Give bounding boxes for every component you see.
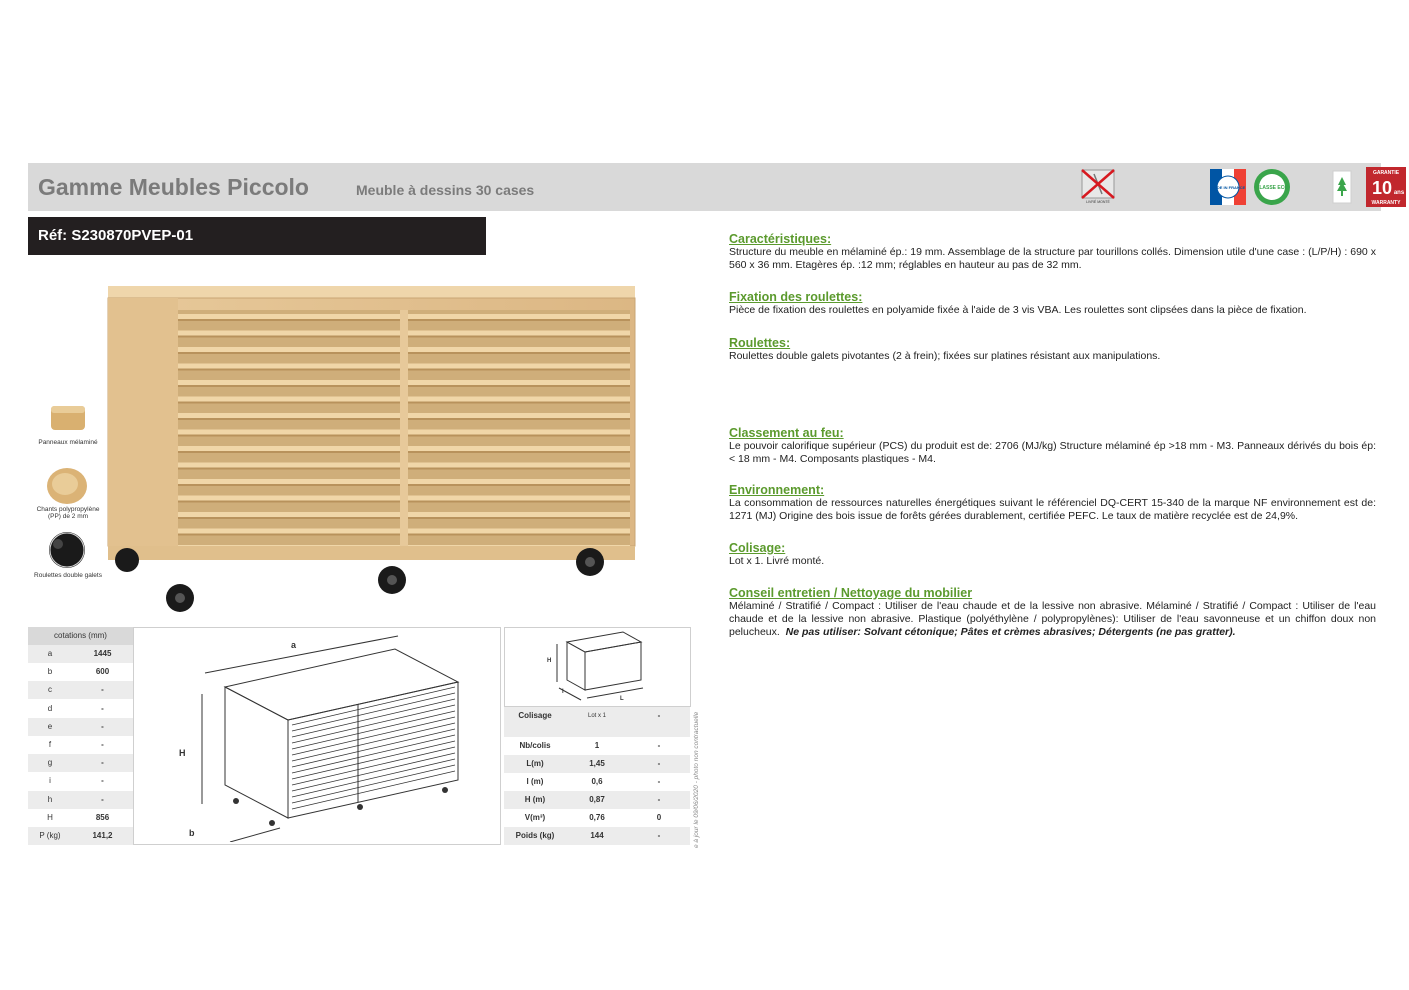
drawing-shelf-line bbox=[292, 771, 455, 809]
made-in-france-text: MADE IN FRANCE bbox=[1210, 185, 1246, 190]
drawer-shelf bbox=[178, 364, 400, 369]
drawer-shelf bbox=[408, 463, 630, 468]
drawer-shelf bbox=[178, 380, 400, 385]
cotations-row bbox=[28, 772, 133, 790]
swatch-label-roulettes: Roulettes double galets bbox=[34, 572, 102, 579]
cotation-value: - bbox=[101, 703, 104, 713]
drawer-shelf-shadow bbox=[408, 352, 630, 354]
drawer-shelf-shadow bbox=[408, 402, 630, 404]
melamine-swatch bbox=[47, 400, 89, 436]
colisage-key: L(m) bbox=[526, 759, 544, 768]
drawer-shelf bbox=[178, 496, 400, 501]
cotations-row bbox=[28, 681, 133, 699]
drawer-shelf bbox=[408, 529, 630, 534]
reference-bar bbox=[28, 217, 486, 255]
drawer-shelf bbox=[408, 397, 630, 402]
drawer-shelf-shadow bbox=[178, 336, 400, 338]
cotations-row bbox=[28, 754, 133, 772]
drawer-shelf bbox=[408, 479, 630, 484]
colisage-key: H (m) bbox=[524, 795, 546, 804]
colisage-extra: - bbox=[657, 831, 661, 840]
drawer-shelf-shadow bbox=[408, 418, 630, 420]
section-text: La consommation de ressources naturelles énergétiques suivant le référenciel DQ-CERT 15-340 de la marque NF environnement est de: 1271 (MJ) Origine des bois issue de forêts gérées durablement, certifiée PEFC. Le taux de matière recyclée est de 24,9%. bbox=[729, 497, 1376, 522]
colisage-key: Nb/colis bbox=[519, 741, 551, 750]
drawer-shelf-shadow bbox=[178, 385, 400, 387]
section-text: Le pouvoir calorifique supérieur (PCS) du produit est de: 2706 (MJ/kg) Structure mélaminé ép >18 mm - M3. Panneaux dérivés du bois ép:< 18 mm - M4. Composants plastiques - M4. bbox=[729, 440, 1376, 465]
box-L-label: L bbox=[620, 696, 624, 702]
drawer-shelf bbox=[178, 347, 400, 352]
cotation-key: H bbox=[47, 812, 53, 822]
drawer-shelf-shadow bbox=[178, 402, 400, 404]
cotation-value: - bbox=[101, 776, 104, 786]
colisage-key: Poids (kg) bbox=[515, 831, 555, 840]
drawing-shelf-line bbox=[292, 735, 455, 773]
cotation-value: - bbox=[101, 794, 104, 804]
section-title: Environnement: bbox=[729, 483, 825, 497]
colisage-extra: - bbox=[657, 711, 661, 720]
drawer-shelf bbox=[178, 397, 400, 402]
cotations-row bbox=[28, 791, 133, 809]
drawing-shelf-line bbox=[292, 741, 455, 779]
drawer-shelf-shadow bbox=[178, 369, 400, 371]
drawer-shelf-shadow bbox=[408, 517, 630, 519]
drawing-shelf-line bbox=[292, 765, 455, 803]
garantie-10-ans-icon bbox=[1366, 167, 1406, 207]
section-title: Fixation des roulettes: bbox=[729, 290, 863, 304]
section-text: Pièce de fixation des roulettes en polyamide fixée à l'aide de 3 vis VBA. Les roulettes sont clipsées dans la pièce de fixation. bbox=[729, 304, 1307, 316]
section-entretien bbox=[729, 586, 1376, 639]
cotation-key: c bbox=[48, 685, 52, 695]
cotation-value: 1445 bbox=[93, 649, 112, 658]
colisage-key: V(m³) bbox=[524, 813, 546, 822]
section-environnement bbox=[729, 483, 1376, 523]
drawer-shelf bbox=[178, 479, 400, 484]
drawing-shelf-line bbox=[292, 705, 455, 743]
entretien-text: Mélaminé / Stratifié / Compact : Utiliser de l'eau chaude et de la lessive non abrasive. Mélaminé / Stratifié / Compact : Utiliser de l'eau chaude et de la lessive non abrasive. Plastique (polyéthylène / polypropylènes): Utiliser de l'eau savonneuse et un chiffon doux non pelucheux. bbox=[729, 600, 1376, 638]
drawing-shelf-line bbox=[292, 759, 455, 797]
section-title: Roulettes: bbox=[729, 336, 791, 350]
colisage-value: 1 bbox=[594, 741, 600, 750]
colisage-row bbox=[504, 827, 690, 845]
package-box-drawing bbox=[545, 630, 675, 705]
drawing-shelf-line bbox=[292, 699, 455, 737]
section-text: Lot x 1. Livré monté. bbox=[729, 555, 825, 567]
garantie-years-text: 10 bbox=[1371, 178, 1393, 198]
drawer-shelf bbox=[178, 314, 400, 319]
dimension-b-label: b bbox=[189, 828, 195, 838]
update-date-note: e à jour le 09/06/2020 - photo non contractuelle bbox=[693, 711, 700, 848]
colisage-value: Lot x 1 bbox=[587, 713, 606, 719]
entretien-warning: Ne pas utiliser: Solvant cétonique; Pâtes et crèmes abrasives; Détergents (ne pas gratter). bbox=[785, 626, 1236, 638]
drawer-shelf bbox=[408, 413, 630, 418]
drawer-shelf bbox=[408, 446, 630, 451]
drawer-shelf-shadow bbox=[408, 319, 630, 321]
section-text: Roulettes double galets pivotantes (2 à frein); fixées sur platines résistant aux manipulations. bbox=[729, 350, 1161, 362]
cotation-value: 600 bbox=[95, 667, 110, 677]
classe-eco-text: CLASSE ECO bbox=[1255, 185, 1289, 191]
drawer-shelves-left bbox=[178, 314, 400, 552]
section-text bbox=[729, 600, 1376, 639]
drawing-shelf-line bbox=[292, 717, 455, 755]
drawer-shelf-shadow bbox=[408, 534, 630, 536]
page-title: Gamme Meubles Piccolo bbox=[38, 174, 309, 200]
cotations-row bbox=[28, 736, 133, 754]
colisage-value: 0,76 bbox=[589, 813, 605, 822]
drawer-shelf-shadow bbox=[178, 352, 400, 354]
section-title: Caractéristiques: bbox=[729, 232, 832, 246]
drawer-shelf bbox=[178, 413, 400, 418]
section-title: Conseil entretien / Nettoyage du mobilier bbox=[729, 586, 973, 600]
cotation-key: a bbox=[47, 649, 53, 658]
reference-code: Réf: S230870PVEP-01 bbox=[38, 227, 194, 244]
drawer-shelf-shadow bbox=[178, 468, 400, 470]
drawer-shelf-shadow bbox=[178, 484, 400, 486]
drawer-shelf bbox=[408, 364, 630, 369]
colisage-key: Colisage bbox=[518, 711, 552, 720]
garantie-bottom-text: WARRANTY bbox=[1371, 200, 1401, 206]
colisage-extra: 0 bbox=[656, 813, 662, 822]
cotations-header: cotations (mm) bbox=[28, 627, 133, 645]
drawing-shelves bbox=[292, 687, 455, 809]
colisage-key: l (m) bbox=[526, 777, 544, 786]
colisage-value: 0,87 bbox=[589, 795, 605, 804]
drawer-shelf bbox=[178, 512, 400, 517]
drawer-shelf-shadow bbox=[178, 319, 400, 321]
roulette-swatch bbox=[44, 530, 90, 570]
colisage-extra: - bbox=[657, 759, 661, 768]
drawer-shelf bbox=[408, 314, 630, 319]
drawing-shelf-line bbox=[292, 729, 455, 767]
drawer-shelf bbox=[178, 331, 400, 336]
colisage-row bbox=[504, 755, 690, 773]
cotations-row bbox=[28, 827, 133, 845]
drawer-shelf bbox=[408, 380, 630, 385]
section-text: Structure du meuble en mélaminé ép.: 19 mm. Assemblage de la structure par tourillons collés. Dimension utile d'une case : (L/P/H) : 690 x 560 x 36 mm. Etagères ép. :12 mm; réglables en hauteur au pas de 32 mm. bbox=[729, 246, 1376, 271]
pefc-icon bbox=[1332, 167, 1352, 207]
section-title: Colisage: bbox=[729, 541, 786, 555]
cotation-key: e bbox=[47, 721, 53, 731]
made-in-france-icon bbox=[1210, 167, 1246, 207]
cotation-value: - bbox=[101, 740, 104, 749]
colisage-row bbox=[504, 737, 690, 755]
colisage-row bbox=[504, 707, 690, 737]
colisage-row bbox=[504, 809, 690, 827]
dimension-a-label: a bbox=[291, 640, 297, 650]
page-subtitle: Meuble à dessins 30 cases bbox=[356, 182, 535, 198]
drawer-shelf-shadow bbox=[178, 534, 400, 536]
section-caracteristiques bbox=[729, 232, 1376, 272]
dimension-h-label: H bbox=[179, 748, 186, 758]
drawer-shelf bbox=[178, 529, 400, 534]
section-classement-feu bbox=[729, 426, 1376, 466]
dimension-drawing bbox=[160, 632, 480, 842]
no-kit-badge-icon bbox=[1080, 168, 1116, 204]
drawer-shelf-shadow bbox=[178, 501, 400, 503]
garantie-top-text: GARANTIE bbox=[1372, 170, 1400, 176]
cotations-row bbox=[28, 809, 133, 827]
drawer-shelf-shadow bbox=[178, 451, 400, 453]
cotation-key: P (kg) bbox=[39, 831, 61, 840]
garantie-ans-text: ans bbox=[1393, 190, 1405, 196]
chant-pp-swatch bbox=[45, 466, 89, 506]
cotations-row bbox=[28, 663, 133, 681]
colisage-extra: - bbox=[657, 795, 661, 804]
drawer-shelf-shadow bbox=[408, 451, 630, 453]
drawing-shelf-line bbox=[292, 747, 455, 785]
drawer-shelf bbox=[408, 496, 630, 501]
drawer-shelf-shadow bbox=[178, 435, 400, 437]
section-roulettes bbox=[729, 336, 1376, 363]
drawing-shelf-line bbox=[292, 693, 455, 731]
colisage-row bbox=[504, 773, 690, 791]
box-l-label: l bbox=[562, 689, 564, 695]
drawer-shelf-shadow bbox=[408, 385, 630, 387]
drawer-shelf-shadow bbox=[408, 501, 630, 503]
cotation-key: g bbox=[47, 758, 53, 768]
colisage-value: 144 bbox=[590, 831, 604, 840]
cotation-key: h bbox=[47, 794, 53, 804]
cotation-value: - bbox=[101, 685, 104, 695]
livre-monte-text: LIVRÉ MONTÉ bbox=[1086, 200, 1110, 204]
cotation-value: 856 bbox=[95, 812, 110, 822]
drawing-shelf-line bbox=[292, 711, 455, 749]
drawer-shelf-shadow bbox=[178, 517, 400, 519]
cotation-key: i bbox=[49, 776, 51, 786]
cotation-key: d bbox=[47, 703, 53, 713]
colisage-value: 0,6 bbox=[591, 777, 603, 786]
drawer-shelf-shadow bbox=[408, 435, 630, 437]
colisage-extra: - bbox=[657, 741, 661, 750]
cotation-key: f bbox=[48, 740, 52, 749]
drawer-shelf-shadow bbox=[178, 418, 400, 420]
colisage-row bbox=[504, 791, 690, 809]
colisage-extra: - bbox=[657, 777, 661, 786]
section-colisage bbox=[729, 541, 1376, 568]
swatch-label-chants: Chants polypropylène (PP) de 2 mm bbox=[36, 506, 100, 520]
classe-eco-icon bbox=[1252, 167, 1292, 207]
section-fixation bbox=[729, 290, 1376, 317]
cotation-value: - bbox=[101, 721, 104, 731]
drawer-shelf bbox=[408, 430, 630, 435]
drawer-shelf bbox=[178, 430, 400, 435]
cotation-key: b bbox=[47, 667, 53, 677]
cotation-value: - bbox=[101, 758, 104, 768]
drawing-shelf-line bbox=[292, 687, 455, 725]
product-image bbox=[100, 280, 645, 620]
drawer-shelf bbox=[178, 463, 400, 468]
cotations-row bbox=[28, 645, 133, 663]
box-h-label: H bbox=[547, 658, 552, 664]
header-bar bbox=[28, 163, 1405, 211]
drawer-shelf-shadow bbox=[408, 484, 630, 486]
cotations-row bbox=[28, 718, 133, 736]
drawing-shelf-line bbox=[292, 753, 455, 791]
cotation-value: 141,2 bbox=[92, 831, 113, 840]
drawer-shelf-shadow bbox=[408, 468, 630, 470]
colisage-value: 1,45 bbox=[589, 759, 605, 768]
drawing-shelf-line bbox=[292, 723, 455, 761]
drawer-shelf-shadow bbox=[408, 369, 630, 371]
drawer-shelf bbox=[178, 446, 400, 451]
drawer-shelves-right bbox=[408, 314, 630, 552]
drawer-shelf bbox=[408, 512, 630, 517]
cotations-row bbox=[28, 700, 133, 718]
section-title: Classement au feu: bbox=[729, 426, 844, 440]
drawer-shelf-shadow bbox=[408, 336, 630, 338]
drawer-shelf bbox=[408, 331, 630, 336]
swatch-label-melamine: Panneaux mélaminé bbox=[38, 439, 98, 446]
drawer-shelf bbox=[408, 347, 630, 352]
